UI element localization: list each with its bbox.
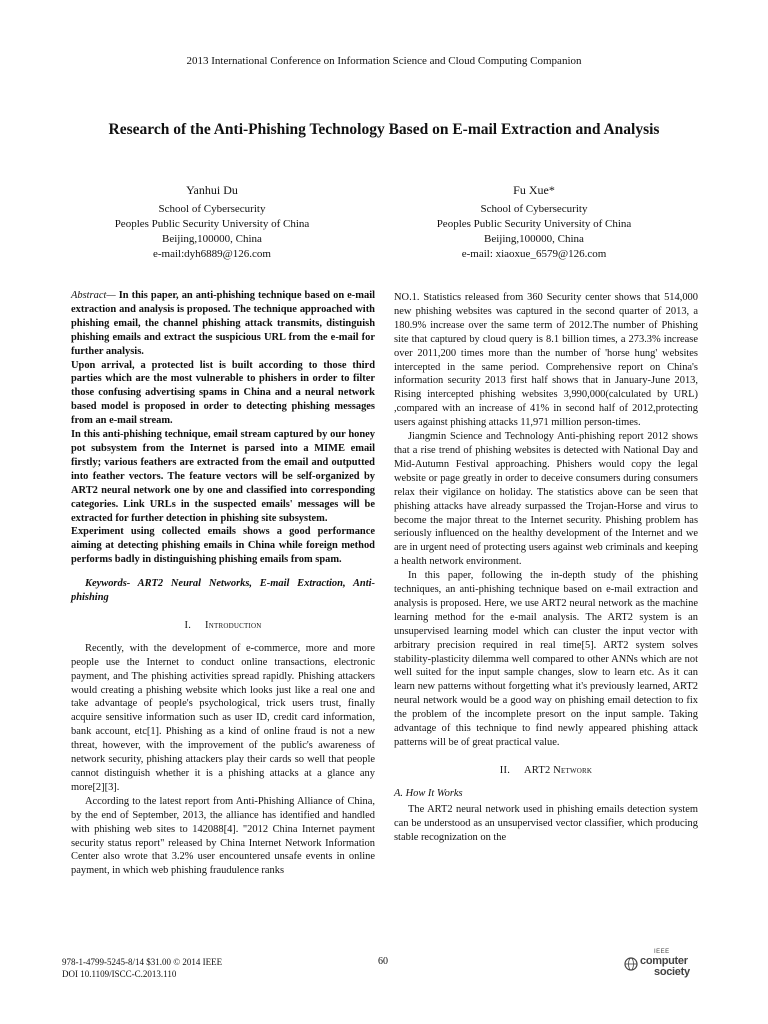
author-org: Peoples Public Security University of China xyxy=(436,218,632,230)
abstract-lead: Abstract— xyxy=(71,290,116,301)
page-number: 60 xyxy=(378,956,388,967)
author-dept: School of Cybersecurity xyxy=(480,203,588,215)
paper-title: Research of the Anti-Phishing Technology Based on E-mail Extraction and Analysis xyxy=(108,121,660,138)
section-number: I. xyxy=(184,619,192,631)
abstract-text-1: In this paper, an anti-phishing technique based on e-mail extraction and analysis is proposed. The technique approached with phishing email, the channel phishing attack transmits, distinguish phishing emails and extract the suspicious URL from the e-mail for further analysis. xyxy=(71,290,375,357)
footer-info xyxy=(62,956,222,980)
author-block-1 xyxy=(62,183,362,262)
author-email: e-mail: xiaoxue_6579@126.com xyxy=(461,248,607,260)
section-title: ART2 Network xyxy=(524,764,593,776)
footer-doi: DOI 10.1109/ISCC-C.2013.110 xyxy=(62,969,177,979)
author-dept: School of Cybersecurity xyxy=(158,203,266,215)
abstract-paragraph-1 xyxy=(71,289,375,359)
abstract-paragraph-2: Upon arrival, a protected list is built according to those third parties which are the most vulnerable to phishers in order to filter those confusing advertising spams in China and a neural network based model is proposed in order to detecting phishing messages from an e-mail stream. xyxy=(71,359,375,427)
section-heading-introduction xyxy=(71,619,375,633)
author-name: Fu Xue* xyxy=(513,183,555,197)
author-org: Peoples Public Security University of China xyxy=(114,218,310,230)
abstract xyxy=(71,289,375,567)
intro-paragraph-2: According to the latest report from Anti-Phishing Alliance of China, by the end of September, 2013, the alliance has identified and handled with phishing web sites to 142088[4]. "2012 China Internet payment security status report" released by China Internet Network Information Center also wrote that 3.2% user encountered unsafe events in online payment, in which web phishing fraudulence ranks xyxy=(71,795,375,877)
body-paragraph-1: NO.1. Statistics released from 360 Security center shows that 514,000 new phishing websites was captured in the second quarter of 2013, a 180.9% increase over the same term of 2012.The number of Phishing site that captured by cloud query is 8.1 billion times, a 273.3% increase over 2011,200 times more than the number of 'horse hung' websites intercepted in the same period. Comprehensive report on China's information security 2013 first half shows that in January-June 2013, Rising intercepted phishing websites 3,990,000(calculated by URL) ,compared with an increase of 41% in second half of 2012,protecting users against phishing attacks 11,971 million person-times. xyxy=(394,292,698,429)
intro-paragraph-1: Recently, with the development of e-commerce, more and more people use the Internet to conduct online transactions, electronic payment, and The phishing activities spread rapidly. Phishing attackers would creating a phishing website which looks just like a real one and take advantage of people's psychological, trick users trust, finally acquire sensitive information such as user ID, credit card information, bank account, etc[1]. Phishing as a kind of online fraud is not a new threat, however, with the improvement of the public's awareness of network security, phishing attackers play their cards so well that people cannot distinguish whether it is a phishing attacks at a glance any more[2][3]. xyxy=(71,642,375,793)
globe-icon xyxy=(624,957,638,971)
author-city: Beijing,100000, China xyxy=(162,233,262,245)
logo-word-society: society xyxy=(654,966,690,978)
body-paragraph-2: Jiangmin Science and Technology Anti-phishing report 2012 shows that a rise trend of phishing websites is detected with National Day and Mid-Autumn Festival approaching. Phishers would copy the legal website or page greatly in order to deceive consumers during consumers relax their vigilance on holiday. The statistics above can be seen that phishing attacks have already surpassed the Trojan-Horse and virus to become the major threat to the Internet security. Phishing problem has seriously influenced on the healthy development of the Internet and we are in urgent need of protecting users against web criminals and keeping a health network environment. xyxy=(394,431,698,568)
conference-name: 2013 International Conference on Information Science and Cloud Computing Companion xyxy=(186,55,582,67)
footer-isbn: 978-1-4799-5245-8/14 $31.00 © 2014 IEEE xyxy=(62,957,223,967)
section-title: Introduction xyxy=(205,619,262,631)
right-column xyxy=(394,291,698,844)
left-column xyxy=(71,289,375,878)
author-block-2 xyxy=(384,183,684,262)
subsection-heading: A. How It Works xyxy=(394,787,463,799)
abstract-paragraph-4: Experiment using collected emails shows a good performance aiming at detecting phishing emails in China while foreign method performs badly in distinguishing phishing emails from spam. xyxy=(71,526,375,566)
author-city: Beijing,100000, China xyxy=(484,233,584,245)
author-name: Yanhui Du xyxy=(186,183,238,197)
logo-word-computer: computer xyxy=(640,955,688,967)
body-paragraph-4: The ART2 neural network used in phishing emails detection system can be understood as an unsupervised vector classifier, which producing stable recognization on the xyxy=(394,803,698,843)
section-heading-art2 xyxy=(394,764,698,778)
abstract-paragraph-3: In this anti-phishing technique, email stream captured by our honey pot subsystem from the Internet is parsed into a MIME email firstly; various feathers are extracted from the email and outputted into feather vectors. The feature vectors will be self-organized by ART2 neural network one by one and classified into corresponding categories. Link URLs in the suspected emails' messages will be extracted for further detection in phishing site subsystem. xyxy=(71,429,375,524)
section-number: II. xyxy=(499,764,511,776)
logo-ieee-text: IEEE xyxy=(654,949,670,955)
keywords: Keywords- ART2 Neural Networks, E-mail Extraction, Anti-phishing xyxy=(71,578,375,604)
author-email: e-mail:dyh6889@126.com xyxy=(153,248,271,260)
computer-society-logo xyxy=(624,949,704,981)
body-paragraph-3: In this paper, following the in-depth study of the phishing techniques, an anti-phishing technique based on e-mail extraction and analysis is proposed. Here, we use ART2 neural network as the machine learning method for the e-mail analysis. The ART2 system is an unsupervised learning model which can cluster the input vector with arbitrary precision required in real time[5]. ART2 system solves stability-plasticity dilemma well compared to other ANNs which are not well suited for the input sample changes, slow to learn etc. As it can learn new patterns without forgetting what it's previously learned, ART2 neural network would be a good way on phishing email detection to fix the problem of the incomplete presort on the input sample. Taking advantage of this technique to find newly appeared phishing attack patterns will be of great practical value. xyxy=(394,570,698,748)
